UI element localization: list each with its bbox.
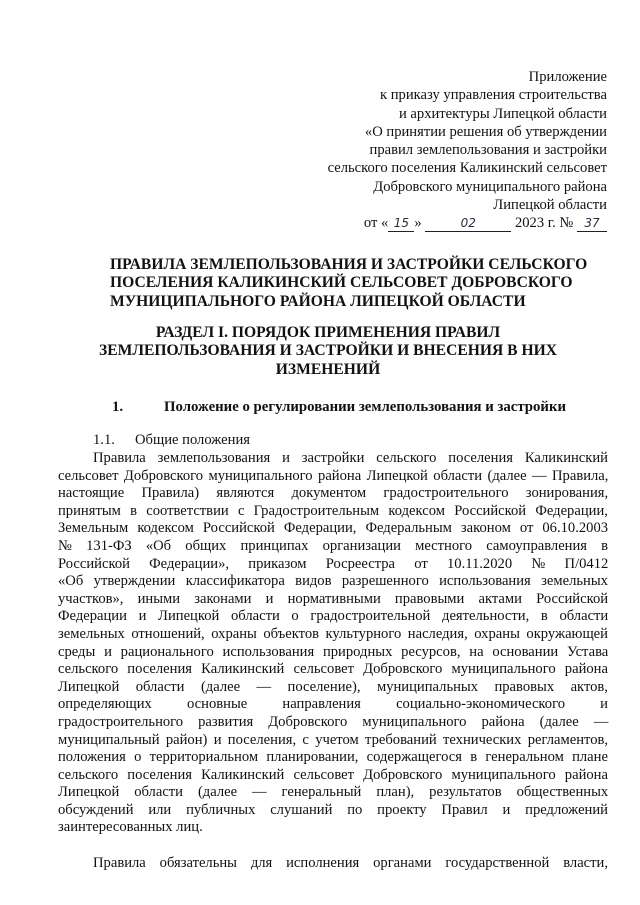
appendix-line: Липецкой области — [493, 197, 607, 214]
appendix-line: «О принятии решения об утверждении — [364, 123, 607, 140]
appendix-header — [267, 68, 607, 233]
title-line: ПОСЕЛЕНИЯ КАЛИКИНСКИЙ СЕЛЬСОВЕТ ДОБРОВСКОГО — [110, 274, 573, 292]
body-line: муниципальный район) и поселения, с учетом требований технических регламентов, — [58, 731, 609, 748]
body-line: Липецкой области (далее — генеральный план), результатов общественных — [58, 784, 609, 801]
handwritten-day: 15 — [388, 216, 414, 232]
next-paragraph: Правила обязательны для исполнения органами государственной власти, — [93, 855, 608, 871]
body-line: земельных отношений, охраны объектов культурного наследия, охраны окружающей — [58, 625, 608, 642]
body-line: принятым в соответствии с Градостроительным кодексом Российской Федерации, — [58, 502, 608, 519]
handwritten-month: 02 — [425, 216, 511, 232]
order-date-line — [267, 214, 607, 232]
clause-number: 1. — [112, 399, 124, 415]
body-line: Российской Федерации», приказом Росреестра от 10.11.2020 № П/0412 — [58, 555, 609, 572]
subclause-number: 1.1. — [93, 432, 115, 448]
body-line: градостроительного развития Добровского муниципального района (далее — — [58, 713, 609, 730]
appendix-line: Добровского муниципального района — [373, 178, 607, 195]
date-mid: » — [414, 215, 422, 232]
section-heading — [78, 324, 578, 379]
appendix-line: и архитектуры Липецкой области — [398, 105, 607, 122]
appendix-line: сельского поселения Каликинский сельсовет — [327, 160, 607, 177]
subclause-heading — [93, 432, 250, 450]
body-line: Земельным кодексом Российской Федерации, Федеральным законом от 06.10.2003 — [58, 520, 609, 537]
date-prefix: от « — [363, 215, 389, 232]
section-line: РАЗДЕЛ I. ПОРЯДОК ПРИМЕНЕНИЯ ПРАВИЛ — [155, 324, 501, 341]
title-line: ПРАВИЛА ЗЕМЛЕПОЛЬЗОВАНИЯ И ЗАСТРОЙКИ СЕЛЬСКОГО — [110, 256, 588, 273]
appendix-line: правил землепользования и застройки — [369, 142, 607, 159]
body-paragraph — [58, 450, 608, 837]
body-line: настоящие Правила) являются документом градостроительного зонирования, — [58, 485, 609, 502]
appendix-line: к приказу управления строительства — [380, 87, 607, 104]
handwritten-order-number: 37 — [577, 216, 607, 232]
document-title — [110, 256, 590, 311]
title-line: МУНИЦИПАЛЬНОГО РАЙОНА ЛИПЕЦКОЙ ОБЛАСТИ — [110, 292, 526, 310]
section-line: ЗЕМЛЕПОЛЬЗОВАНИЯ И ЗАСТРОЙКИ И ВНЕСЕНИЯ В НИХ — [99, 342, 557, 360]
clause-heading — [112, 398, 612, 416]
body-line: Липецкой области (далее — поселение), муниципальных правовых актов, — [58, 678, 608, 695]
body-line: «Об утверждении классификатора видов разрешенного использования земельных — [58, 573, 608, 590]
section-line: ИЗМЕНЕНИЙ — [275, 360, 381, 378]
body-line: Правила землепользования и застройки сельского поселения Каликинский — [93, 450, 608, 466]
clause-text: Положение о регулировании землепользования и застройки — [164, 399, 567, 415]
body-line: сельсовет Добровского муниципального района Липецкой области (далее — Правила, — [58, 467, 609, 484]
subclause-text: Общие положения — [135, 432, 250, 448]
body-line: сельского поселения Каликинский сельсовет Добровского муниципального района — [58, 661, 608, 678]
body-line: среды и рационального использования природных ресурсов, на основании Устава — [58, 643, 609, 660]
body-line: обсуждений или публичных слушаний по проекту Правил и предложений — [58, 801, 608, 818]
date-year: 2023 г. № — [514, 215, 574, 232]
appendix-line: Приложение — [528, 69, 607, 85]
body-line: сельского поселения Каликинский сельсовет Добровского муниципального района — [58, 766, 608, 783]
body-line: участков», иными законами и нормативными правовыми актами Российской — [58, 590, 609, 607]
body-line: № 131-ФЗ «Об общих принципах организации местного самоуправления в — [58, 537, 609, 554]
body-line: положения о территориальном планировании, содержащегося в генеральном плане — [58, 749, 608, 766]
body-line: заинтересованных лиц. — [58, 819, 203, 836]
body-line: Федерации и Липецкой области о градостроительной деятельности, в области — [58, 608, 609, 625]
body-line: определяющих основные направления социально-экономического и — [58, 696, 608, 713]
